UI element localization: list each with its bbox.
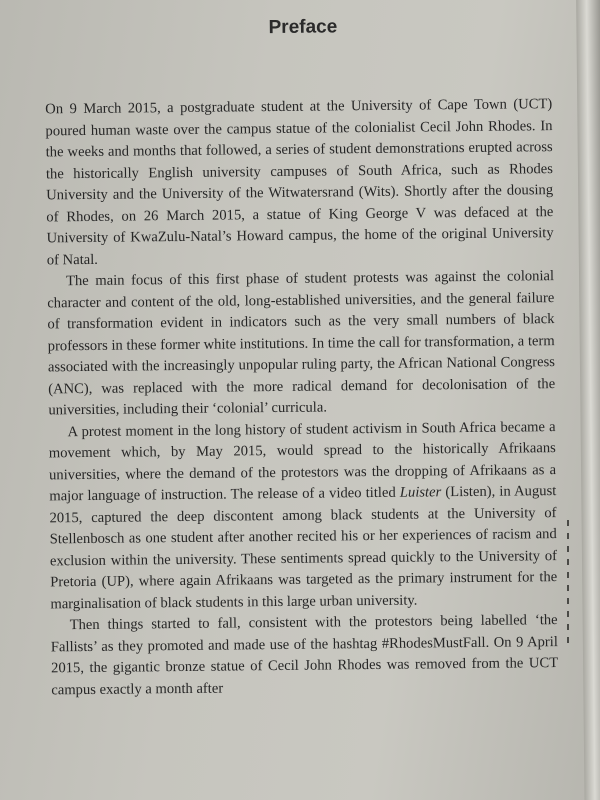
video-title: Luister [399,484,442,501]
page-content [44,14,558,701]
paragraph-1: On 9 March 2015, a postgraduate student at the University of Cape Town (UCT) poured human waste over the campus statue of the colonialist Cecil John Rhodes. In the weeks and months that followed, a series of student demonstrations erupted across the historically English university campuses of South Africa, such as Rhodes University and the University of the Witwatersrand (Wits). Shortly after the dousing of Rhodes, on 26 March 2015, a statue of King George V was defaced at the University of KwaZulu-Natal’s Howard campus, the home of the original University of Natal. [45,96,554,268]
paragraph-4: Then things started to fall, consistent with the protestors being labelled ‘the Fallists’ as they promoted and made use of the hashtag #RhodesMustFall. On 9 April 2015, the gigantic bronze statue of Cecil John Rhodes was removed from the UCT campus exactly a month after [50,612,559,698]
margin-marks [566,520,572,680]
paragraph-2: The main focus of this first phase of student protests was against the colonial character and content of the old, long-established universities, and the general failure of transformation evident in indicators such as the very small numbers of black professors in these former white institutions. In time the call for transformation, a term associated with the increasingly unpopular ruling party, the African National Congress (ANC), was replaced with the more radical demand for decolonisation of the universities, including their ‘colonial’ curricula. [47,268,556,419]
paragraph-3-after: (Listen), in August 2015, captured the deep discontent among black students at the University of Stellenbosch as one student after another recited his or her experiences of racism and exclusion within the university. These sentiments spread quickly to the University of Pretoria (UP), where again Afrikaans was targeted as the primary instrument for the marginalisation of black students in this large urban university. [49,483,558,612]
page-edge [576,0,600,800]
paragraph-3-before: A protest moment in the long history of student activism in South Africa became a movement which, by May 2015, would spread to the historically Afrikaans universities, where the demand of the protestors was the dropping of Afrikaans as a major language of instruction. The release of a video titled [48,418,557,505]
page-title: Preface [268,16,338,39]
paragraph-3 [49,417,558,616]
